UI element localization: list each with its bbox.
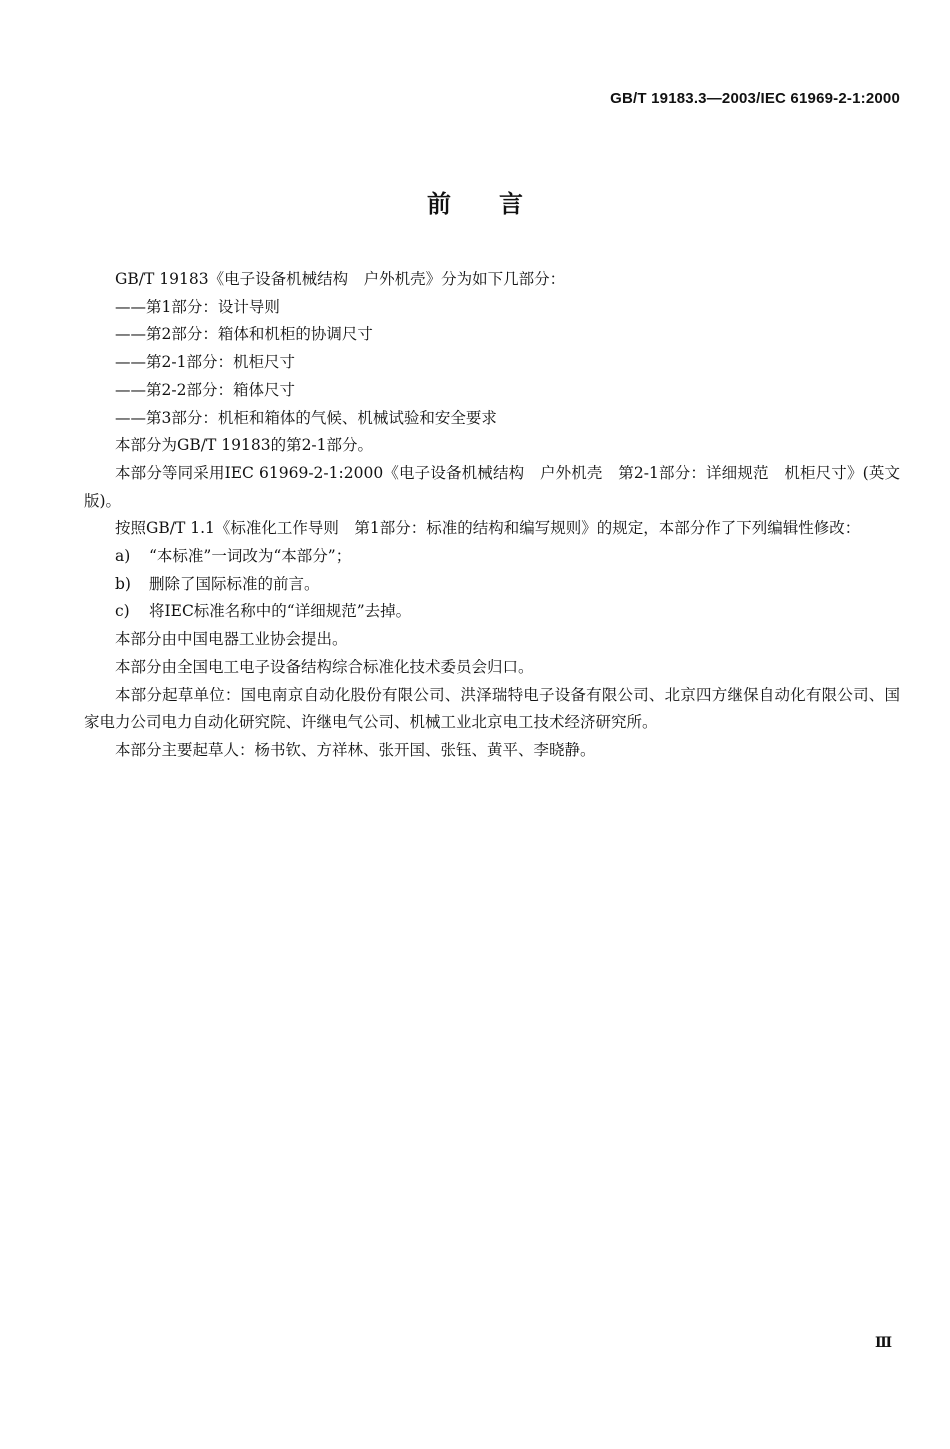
- edit-text: 将IEC标准名称中的“详细规范”去掉。: [149, 602, 412, 621]
- edit-marker: a): [115, 547, 131, 566]
- edit-list-item: [84, 543, 900, 571]
- edit-text: 删除了国际标准的前言。: [149, 574, 320, 593]
- intro-paragraph: GB/T 19183《电子设备机械结构 户外机壳》分为如下几部分：: [115, 270, 566, 288]
- part-list-item: ——第2-2部分：箱体尺寸: [115, 380, 295, 399]
- proposed-by-paragraph: 本部分由中国电器工业协会提出。: [115, 630, 348, 649]
- adoption-paragraph: 本部分等同采用IEC 61969-2-1:2000《电子设备机械结构 户外机壳 第2-1部分：详细规范 机柜尺寸》(英文版)。: [84, 463, 900, 510]
- drafting-units-paragraph: 本部分起草单位：国电南京自动化股份有限公司、洪泽瑞特电子设备有限公司、北京四方继保自动化有限公司、国家电力公司电力自动化研究院、许继电气公司、机械工业北京电工技术经济研究所。: [84, 685, 900, 732]
- edit-marker: c): [115, 602, 130, 621]
- standard-code-header: GB/T 19183.3—2003/IEC 61969-2-1:2000: [610, 90, 900, 107]
- page-number: Ⅲ: [874, 1335, 892, 1351]
- edit-list-item: [84, 598, 900, 626]
- drafters-paragraph: 本部分主要起草人：杨书钦、方祥林、张开国、张钰、黄平、李晓静。: [115, 740, 596, 759]
- page-title: 前言: [427, 190, 571, 218]
- part-list-item: ——第3部分：机柜和箱体的气候、机械试验和安全要求: [115, 408, 497, 427]
- edit-text: “本标准”一词改为“本部分”；: [149, 547, 352, 566]
- edits-intro-paragraph: 按照GB/T 1.1《标准化工作导则 第1部分：标准的结构和编写规则》的规定，本部分作了下列编辑性修改：: [115, 519, 861, 538]
- part-list-item: ——第1部分：设计导则: [115, 297, 280, 316]
- part-list-item: ——第2-1部分：机柜尺寸: [115, 353, 295, 372]
- this-part-paragraph: 本部分为GB/T 19183的第2-1部分。: [115, 436, 374, 455]
- part-list-item: ——第2部分：箱体和机柜的协调尺寸: [115, 325, 373, 344]
- centralized-by-paragraph: 本部分由全国电工电子设备结构综合标准化技术委员会归口。: [115, 657, 534, 676]
- edit-marker: b): [115, 574, 131, 593]
- edit-list-item: [84, 571, 900, 599]
- foreword-body: [84, 266, 900, 765]
